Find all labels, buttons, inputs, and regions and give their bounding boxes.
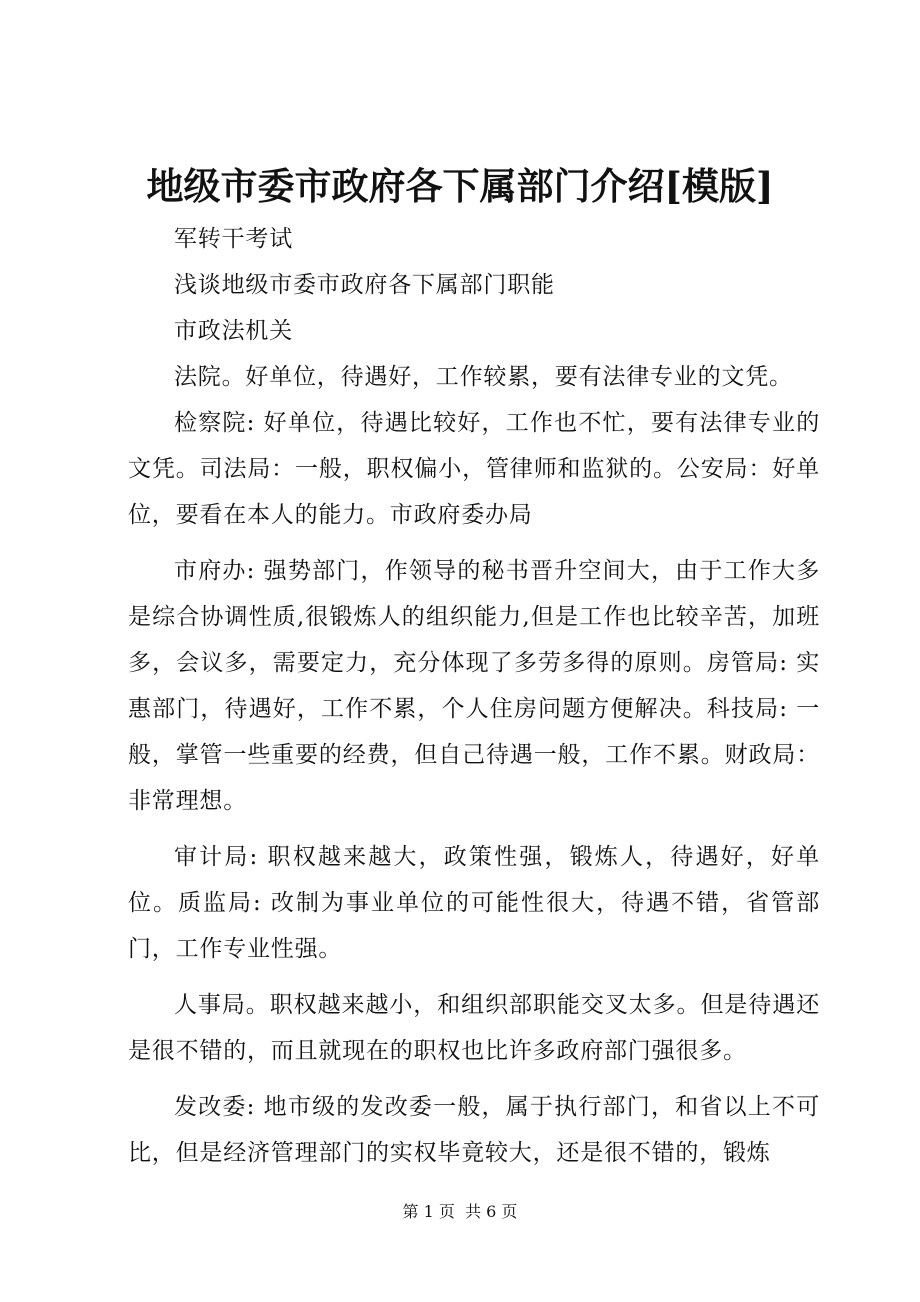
paragraph: 检察院: 好单位，待遇比较好，工作也不忙，要有法律专业的文凭。司法局：一般，职权偏小，管律师和监狱的。公安局：好单位，要看在本人的能力。市政府委办局 <box>128 410 820 528</box>
document-body <box>128 216 820 1176</box>
paragraph: 审计局: 职权越来越大，政策性强，锻炼人，待遇好，好单位。质监局: 改制为事业单位的可能性很大，待遇不错，省管部门，工作专业性强。 <box>128 844 820 962</box>
paragraph: 军转干考试 <box>174 226 293 252</box>
paragraph: 发改委: 地市级的发改委一般，属于执行部门，和省以上不可比，但是经济管理部门的实权毕竟较大，还是很不错的，锻炼 <box>128 1094 820 1166</box>
paragraph: 市府办: 强势部门，作领导的秘书晋升空间大，由于工作大多是综合协调性质,很锻炼人的组织能力,但是工作也比较辛苦，加班多，会议多，需要定力，充分体现了多劳多得的原则。房管局: 实惠部门，待遇好，工作不累，个人住房问题方便解决。科技局: 一般，掌管一些重要的经费，但自己待遇一般，工作不累。财政局：非常理想。 <box>128 558 820 814</box>
paragraph: 市政法机关 <box>174 318 293 344</box>
paragraph: 法院。好单位，待遇好，工作较累，要有法律专业的文凭。 <box>174 364 793 390</box>
paragraph: 浅谈地级市委市政府各下属部门职能 <box>174 272 555 298</box>
paragraph: 人事局。职权越来越小，和组织部职能交叉太多。但是待遇还是很不错的，而且就现在的职权也比许多政府部门强很多。 <box>128 992 820 1064</box>
document-title: 地级市委市政府各下属部门介绍[模版] <box>146 164 774 208</box>
page-footer: 第 1 页 共 6 页 <box>402 1202 518 1221</box>
